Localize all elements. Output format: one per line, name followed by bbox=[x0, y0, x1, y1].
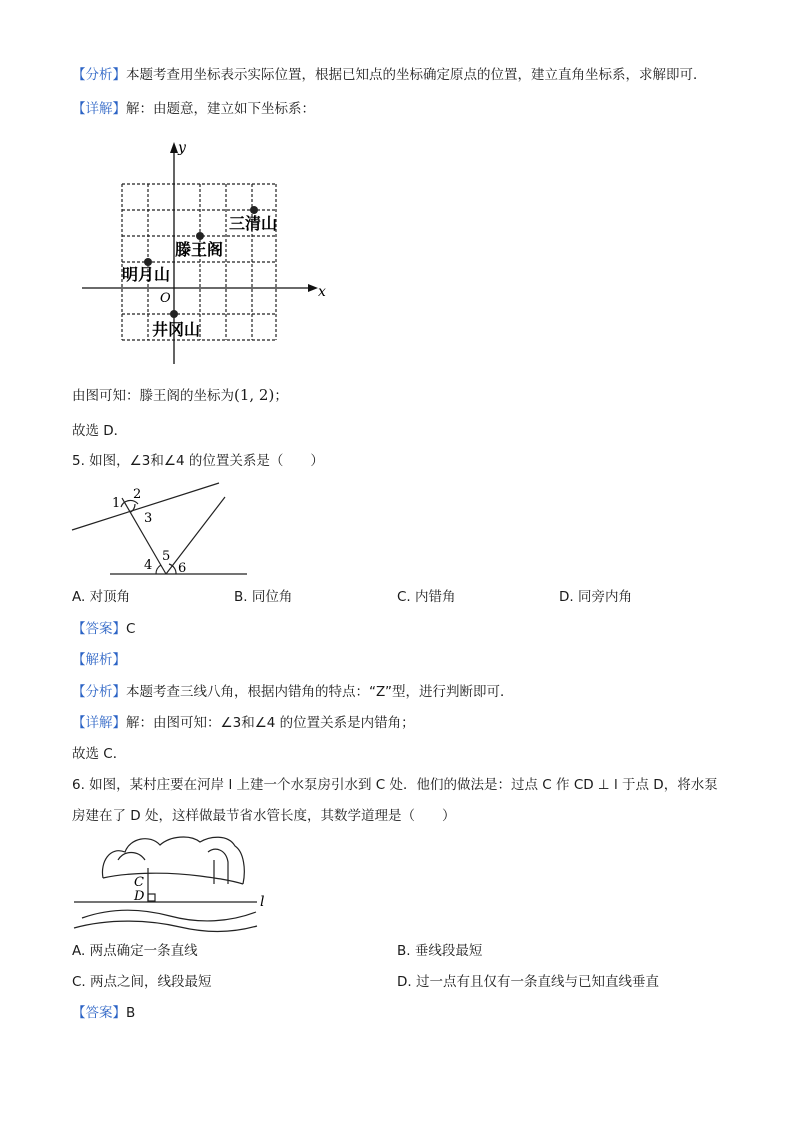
label-jinggangshan: 井冈山 bbox=[152, 320, 201, 339]
point-d-label: D bbox=[134, 889, 145, 904]
answer-tag: 【答案】 bbox=[72, 1005, 126, 1021]
explain-tag: 【解析】 bbox=[72, 652, 126, 668]
axis-y-label: y bbox=[178, 140, 186, 156]
q6-option-c: C. 两点之间，线段最短 bbox=[72, 974, 212, 990]
q5-stem: 5. 如图，∠3和∠4 的位置关系是（ ） bbox=[72, 453, 324, 469]
angle-label-4: 4 bbox=[144, 558, 153, 573]
axis-x-label: x bbox=[318, 284, 326, 300]
angle-label-2: 2 bbox=[133, 487, 142, 502]
angle-label-3: 3 bbox=[144, 511, 153, 526]
angle-label-5: 5 bbox=[162, 549, 171, 564]
q6-answer bbox=[72, 1004, 135, 1022]
analysis-text: 本题考查用坐标表示实际位置，根据已知点的坐标确定原点的位置，建立直角坐标系，求解即可． bbox=[126, 67, 707, 83]
answer-value: B bbox=[126, 1005, 136, 1021]
coordinate-value: (1, 2) bbox=[234, 386, 275, 404]
q5-option-a: A. 对顶角 bbox=[72, 589, 131, 605]
analysis-tag: 【分析】 bbox=[72, 67, 126, 83]
angle-label-1: 1 bbox=[112, 496, 121, 511]
detail-tag: 【详解】 bbox=[72, 101, 126, 117]
q6-option-a: A. 两点确定一条直线 bbox=[72, 943, 198, 959]
q4-choice: 故选 D． bbox=[72, 423, 128, 439]
label-tengwangge: 滕王阁 bbox=[175, 240, 224, 259]
angle-label-6: 6 bbox=[178, 561, 187, 576]
q5-choice: 故选 C． bbox=[72, 746, 127, 762]
q6-option-d: D. 过一点有且仅有一条直线与已知直线垂直 bbox=[397, 974, 659, 990]
detail-text: 解：由图可知：∠3和∠4 的位置关系是内错角； bbox=[126, 715, 415, 731]
label-mingyueshan: 明月山 bbox=[122, 265, 171, 284]
answer-tag: 【答案】 bbox=[72, 621, 126, 637]
q5-option-b: B. 同位角 bbox=[234, 589, 293, 605]
line-l-label: l bbox=[260, 894, 265, 910]
conclusion-end: ； bbox=[274, 388, 288, 404]
answer-value: C bbox=[126, 621, 136, 637]
analysis-text: 本题考查三线八角，根据内错角的特点：“Z”型，进行判断即可． bbox=[126, 684, 514, 700]
conclusion-text: 由图可知：滕王阁的坐标为 bbox=[72, 388, 234, 404]
analysis-tag: 【分析】 bbox=[72, 684, 126, 700]
origin-label: O bbox=[160, 291, 171, 306]
label-sanqingshan: 三清山 bbox=[229, 214, 278, 233]
detail-tag: 【详解】 bbox=[72, 715, 126, 731]
q6-stem-line2: 房建在了 D 处，这样做最节省水管长度，其数学道理是（ ） bbox=[72, 808, 456, 824]
point-c-label: C bbox=[134, 875, 144, 890]
detail-text: 解：由题意，建立如下坐标系： bbox=[126, 101, 315, 117]
q5-option-c: C. 内错角 bbox=[397, 589, 456, 605]
q6-stem-line1: 6. 如图，某村庄要在河岸 l 上建一个水泵房引水到 C 处．他们的做法是：过点 C 作 CD ⊥ l 于点 D，将水泵 bbox=[72, 777, 718, 793]
q6-option-b: B. 垂线段最短 bbox=[397, 943, 483, 959]
q5-option-d: D. 同旁内角 bbox=[559, 589, 632, 605]
